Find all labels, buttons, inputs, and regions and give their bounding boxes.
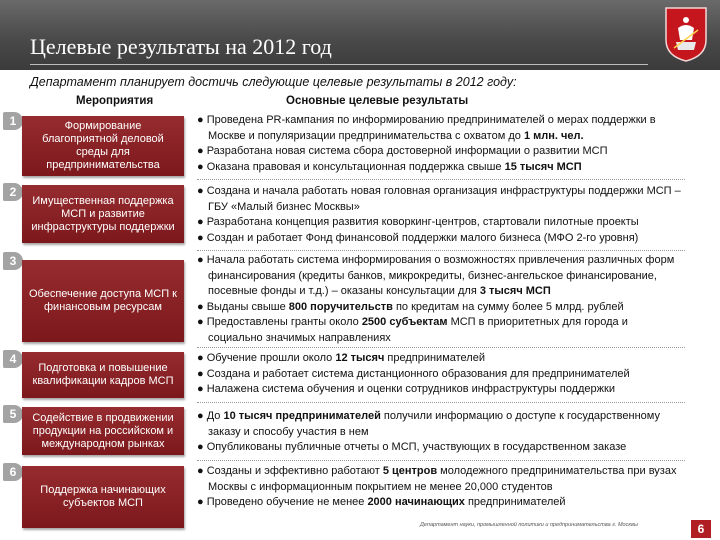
activity-box: Содействие в продвижении продукции на российском и международном рынках — [22, 407, 184, 455]
result-bullet: ● Начала работать система информирования о возможностях привлечения различных форм финансирования (кредиты банков, микрокредиты, бизнес-ангельское финансирование, посевные фонды и т.д.) – оказаны консультации для 3 тысяч МСП — [197, 254, 675, 298]
row-separator — [197, 250, 685, 251]
activity-box: Поддержка начинающих субъектов МСП — [22, 466, 184, 528]
header-rule — [30, 64, 648, 65]
moscow-emblem-icon — [664, 6, 708, 62]
result-bullet: ● Создан и работает Фонд финансовой поддержки малого бизнеса (МФО 2-го уровня) — [197, 231, 639, 244]
result-bullet: ● Предоставлены гранты около 2500 субъектам МСП в приоритетных для города и социально значимых направлениях — [197, 316, 628, 344]
row-number: 2 — [3, 183, 23, 201]
results-list — [197, 409, 685, 456]
activity-box: Формирование благоприятной деловой среды для предпринимательства — [22, 116, 184, 176]
results-list — [197, 113, 685, 175]
header-bar — [0, 0, 720, 70]
results-list — [197, 184, 685, 246]
result-bullet: ● Создана и работает система дистанционного образования для предпринимателей — [197, 367, 630, 380]
row-number: 4 — [3, 350, 23, 368]
result-bullet: ● Оказана правовая и консультационная поддержка свыше 15 тысяч МСП — [197, 160, 582, 173]
row-number: 5 — [3, 405, 23, 423]
row-separator — [197, 347, 685, 348]
footer-text: Департамент науки, промышленной политики и предпринимательства г. Москвы — [420, 522, 638, 528]
row-separator — [197, 179, 685, 180]
activity-box: Подготовка и повышение квалификации кадров МСП — [22, 352, 184, 398]
column-header-activities: Мероприятия — [76, 95, 154, 107]
row-separator — [197, 460, 685, 461]
activity-box: Обеспечение доступа МСП к финансовым ресурсам — [22, 260, 184, 342]
page-title: Целевые результаты на 2012 год — [30, 34, 332, 59]
result-bullet: ● Разработана новая система сбора достоверной информации о развитии МСП — [197, 145, 608, 158]
result-bullet: ● Создана и начала работать новая головная организация инфраструктуры поддержки МСП – ГБУ «Малый бизнес Москвы» — [197, 185, 681, 213]
activity-box: Имущественная поддержка МСП и развитие инфраструктуры поддержки — [22, 185, 184, 243]
results-list — [197, 351, 685, 398]
result-bullet: ● Проведена PR-кампания по информированию предпринимателей о мерах поддержки в Москве и популяризации предпринимательства с охватом до 1 млн. чел. — [197, 114, 656, 142]
result-bullet: ● Обучение прошли около 12 тысяч предпринимателей — [197, 352, 485, 364]
row-number: 3 — [3, 252, 23, 270]
result-bullet: ● Созданы и эффективно работают 5 центров молодежного предпринимательства при вузах Москвы с информационным покрытием не менее 20,000 студентов — [197, 465, 677, 493]
row-separator — [197, 402, 685, 403]
results-list — [197, 253, 685, 347]
result-bullet: ● Разработана концепция развития коворкинг-центров, стартовали пилотные проекты — [197, 216, 639, 229]
result-bullet: ● Налажена система обучения и оценки сотрудников инфраструктуры поддержки — [197, 383, 615, 396]
row-number: 1 — [3, 112, 23, 130]
result-bullet: ● Проведено обучение не менее 2000 начинающих предпринимателей — [197, 496, 566, 509]
result-bullet: ● Опубликованы публичные отчеты о МСП, участвующих в государственном заказе — [197, 441, 627, 454]
page-number: 6 — [691, 520, 711, 538]
column-header-results: Основные целевые результаты — [286, 95, 469, 107]
result-bullet: ● Выданы свыше 800 поручительств по кредитам на сумму более 5 млрд. рублей — [197, 300, 624, 313]
result-bullet: ● До 10 тысяч предпринимателей получили информацию о доступе к государственному заказу и способу участия в нем — [197, 410, 660, 438]
row-number: 6 — [3, 463, 23, 481]
subtitle: Департамент планирует достичь следующие целевые результаты в 2012 году: — [30, 75, 517, 89]
results-list — [197, 464, 685, 511]
